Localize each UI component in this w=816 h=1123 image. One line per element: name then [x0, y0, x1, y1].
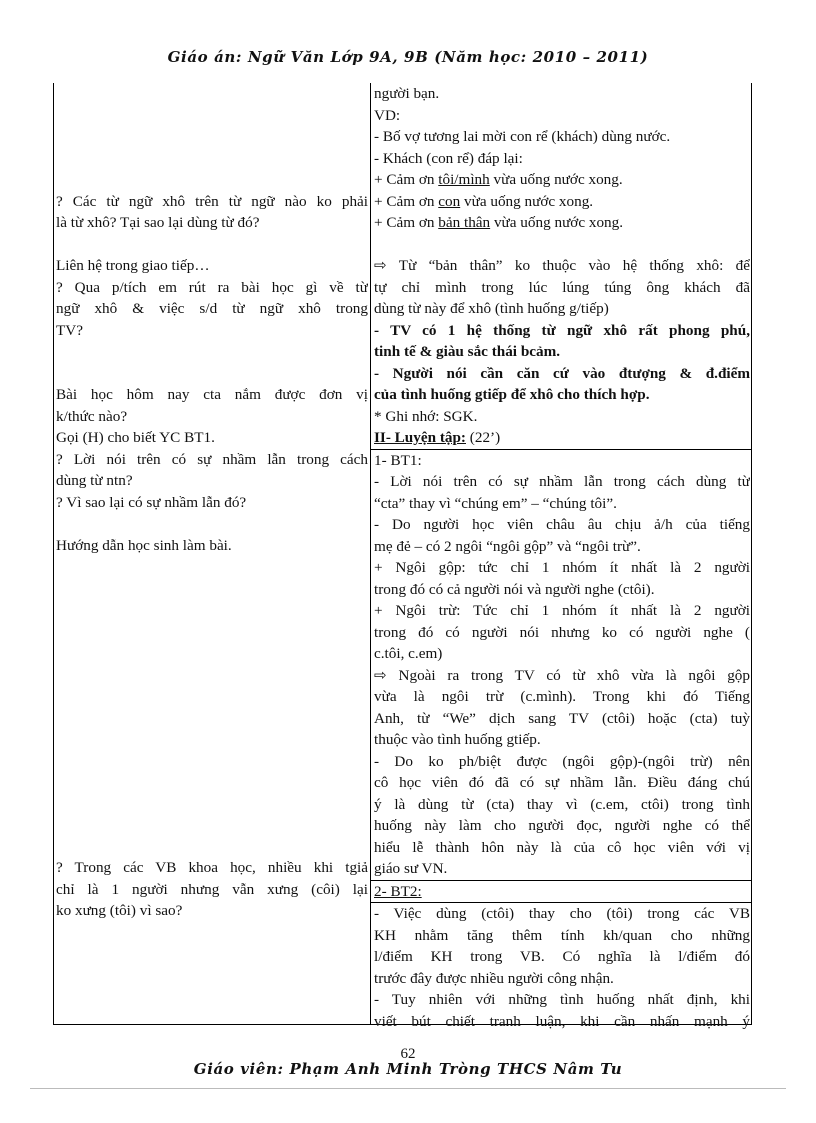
- teacher-activity-column: [54, 83, 371, 1024]
- content-line: tự chỉ mình trong lúc lúng túng ông khách đã: [374, 278, 750, 296]
- question-line: k/thức nào?: [56, 407, 128, 425]
- question-line: chỉ là 1 người nhưng vẫn xưng (côi) lại: [56, 880, 368, 898]
- content-line: * Ghi nhớ: SGK.: [374, 407, 478, 425]
- page-header: Giáo án: Ngữ Văn Lớp 9A, 9B (Năm học: 2010 – 2011): [167, 48, 649, 66]
- content-line: ⇨ Ngoài ra trong TV có từ xhô vừa là ngôi gộp: [374, 666, 750, 684]
- question-line: là từ xhô? Tại sao lại dùng từ đó?: [56, 214, 260, 231]
- content-line: Anh, từ “We” dịch sang TV (ctôi) hoặc (cta) tuỳ: [374, 709, 750, 727]
- question-line: ngữ xhô & việc s/d từ ngữ xhô trong: [56, 300, 368, 317]
- content-line: + Cảm ơn con vừa uống nước xong.: [374, 192, 594, 210]
- content-line: + Ngôi trừ: Tức chỉ 1 nhóm ít nhất là 2 người: [374, 602, 750, 619]
- lesson-table: [53, 83, 752, 1030]
- content-line: dùng từ này để xhô (tình huống g/tiếp): [374, 300, 609, 317]
- question-line: ? Qua p/tích em rút ra bài học gì về từ: [56, 278, 368, 296]
- content-line: trước đây được nhiều người công nhận.: [374, 969, 614, 987]
- question-line: ko xưng (tôi) vì sao?: [56, 902, 183, 919]
- question-line: Liên hệ trong giao tiếp…: [56, 257, 210, 274]
- content-line: vừa là ngôi trừ (c.mình). Trong khi đó Tiếng: [374, 688, 750, 705]
- content-line: tinh tế & giàu sắc thái bcảm.: [374, 343, 561, 360]
- question-line: ? Trong các VB khoa học, nhiều khi tgiả: [56, 859, 368, 876]
- content-line: l/điểm KH trong VB. Có nghĩa là l/điểm đó: [374, 948, 750, 965]
- content-line: - Do người học viên châu âu chịu ả/h của tiếng: [374, 516, 750, 533]
- question-line: dùng từ ntn?: [56, 472, 133, 489]
- content-line: mẹ đẻ – có 2 ngôi “ngôi gộp” và “ngôi trừ”.: [374, 537, 641, 555]
- content-line: “cta” thay vì “chúng em” – “chúng tôi”.: [374, 494, 617, 512]
- content-line: - Khách (con rể) đáp lại:: [374, 149, 523, 167]
- exercise-heading: 2- BT2:: [371, 880, 751, 903]
- content-line: - Do ko ph/biệt được (ngôi gộp)-(ngôi trừ) nên: [374, 752, 750, 770]
- content-line: trong đó có cả người nói và người nghe (ctôi).: [374, 580, 655, 598]
- page-footer: Giáo viên: Phạm Anh Minh Tròng THCS Nâm Tu: [193, 1060, 623, 1078]
- content-line: người bạn.: [374, 85, 440, 102]
- content-column: [371, 83, 751, 1030]
- content-line: + Cảm ơn tôi/mình vừa uống nước xong.: [374, 171, 623, 188]
- question-line: TV?: [56, 321, 83, 339]
- content-line: + Cảm ơn bản thân vừa uống nước xong.: [374, 214, 624, 231]
- question-line: ? Các từ ngữ xhô trên từ ngữ nào ko phải: [56, 192, 368, 210]
- content-line: trong đó có người nói nhưng ko có người nghe (: [374, 623, 750, 641]
- content-line: c.tôi, c.em): [374, 645, 443, 662]
- content-line: của tình huống gtiếp để xhô cho thích hợp.: [374, 386, 650, 403]
- question-line: Bài học hôm nay cta nắm được đơn vị: [56, 386, 368, 403]
- bottom-divider: [30, 1088, 786, 1089]
- content-line: VD:: [374, 106, 401, 124]
- question-line: ? Vì sao lại có sự nhầm lẫn đó?: [56, 493, 247, 511]
- content-line: giáo sư VN.: [374, 860, 448, 877]
- content-line: huống này làm cho người đọc, người nghe có thể: [374, 817, 750, 834]
- content-line: - Lời nói trên có sự nhầm lẫn trong cách dùng từ: [374, 473, 750, 490]
- content-line: hiểu lễ thành hôn này là của cô học viên với vị: [374, 838, 750, 856]
- question-line: Hướng dẫn học sinh làm bài.: [56, 536, 232, 554]
- content-line: ý là dùng từ (cta) thay vì (c.em, ctôi) trong tình: [374, 795, 750, 813]
- exercise-heading: 1- BT1:: [371, 449, 751, 472]
- content-line: ⇨ Từ “bản thân” ko thuộc vào hệ thống xhô: để: [374, 257, 750, 274]
- content-line: - Việc dùng (ctôi) thay cho (tôi) trong các VB: [371, 902, 751, 925]
- content-line: + Ngôi gộp: tức chỉ 1 nhóm ít nhất là 2 người: [374, 559, 750, 576]
- content-line: - TV có 1 hệ thống từ ngữ xhô rất phong phú,: [374, 321, 750, 339]
- content-line: - Người nói cần căn cứ vào đtượng & đ.điểm: [374, 364, 750, 382]
- content-line: - Bố vợ tương lai mời con rể (khách) dùng nước.: [374, 128, 671, 145]
- section-heading: II- Luyện tập: (22’): [374, 429, 501, 446]
- content-line: KH nhằm tăng thêm tính kh/quan cho những: [374, 926, 750, 944]
- question-line: Gọi (H) cho biết YC BT1.: [56, 429, 215, 446]
- content-line: thuộc vào tình huống gtiếp.: [374, 731, 541, 748]
- content-line: - Tuy nhiên với những tình huống nhất định, khi: [374, 991, 750, 1008]
- page-number: 62: [400, 1046, 416, 1062]
- content-line: cô học viên đó đã có sự nhầm lẫn. Điều đáng chú: [374, 774, 750, 791]
- question-line: ? Lời nói trên có sự nhầm lẫn trong cách: [56, 450, 368, 468]
- content-line: viết bút chiết tranh luận, khi cần nhấn mạnh ý: [374, 1012, 750, 1030]
